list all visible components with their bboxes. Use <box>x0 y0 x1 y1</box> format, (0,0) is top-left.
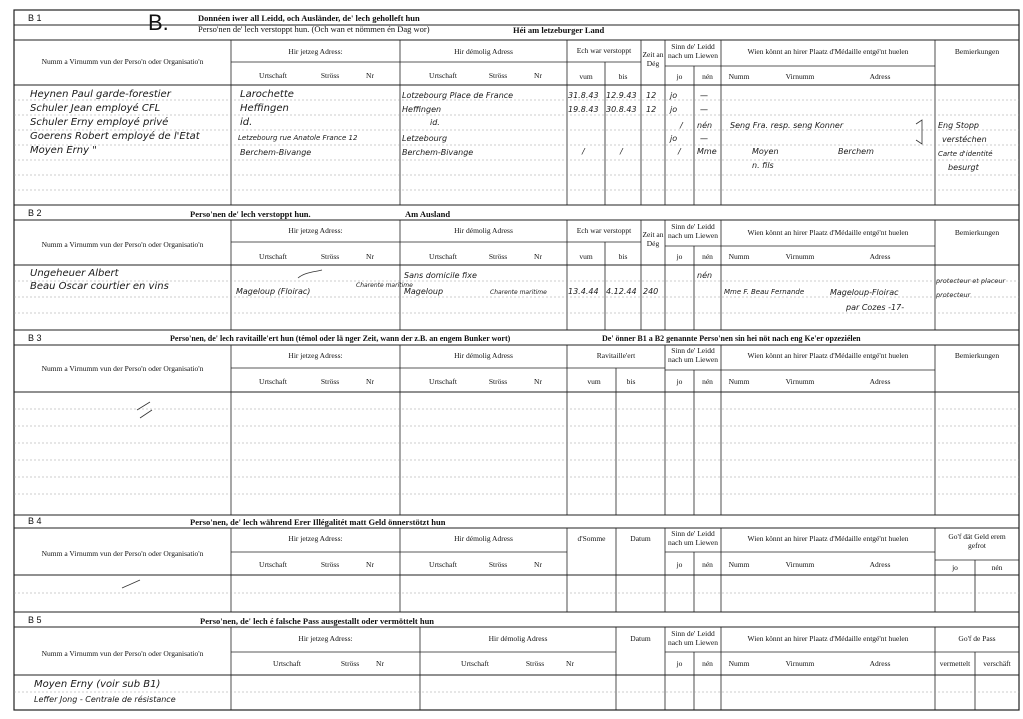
b2-col-name: Numm a Virnumm vun der Perso'n oder Organisatio'n <box>41 240 204 249</box>
b3-sub-urtschaft: Urtschaft <box>259 377 287 386</box>
b1-row2-zeit: 12 <box>646 105 657 114</box>
b3-sub-numm: Numm <box>728 377 750 386</box>
b1-col-hidden: Ech war verstoppt <box>576 46 632 55</box>
b1-sub-nen: nén <box>702 72 713 81</box>
b4-sub-nen: nén <box>702 560 713 569</box>
b2-sub-jo: jo <box>676 252 683 261</box>
b1-row1-vum: 31.8.43 <box>568 91 599 100</box>
b2-row1-former: Sans domicile fixe <box>404 271 477 280</box>
b3-sub-bis: bis <box>626 377 636 386</box>
section-code-b5: B 5 <box>28 615 42 625</box>
b1-sub-vum: vum <box>579 72 593 81</box>
b4-sub-nen-gelt: nén <box>991 563 1003 572</box>
b1-row4-nen: — <box>700 134 708 143</box>
b4-col-gelt: Go'f dät Geld erem gefrot <box>948 532 1006 550</box>
b2-row2-remark-2: protecteur <box>936 291 971 299</box>
b1-row2-jo: jo <box>670 105 678 114</box>
b3-sub-urtschaft-2: Urtschaft <box>429 377 457 386</box>
b2-sub-numm: Numm <box>728 252 750 261</box>
b4-sub-adress: Adress <box>869 560 891 569</box>
b1-col-current-address: Hir jetzeg Adress: <box>288 47 343 56</box>
b2-sub-adress: Adress <box>869 252 891 261</box>
b1-row5-medal-addr: Berchem <box>838 147 874 156</box>
b2-title-abroad: Am Ausland <box>405 209 451 219</box>
b3-col-former-address: Hir démolig Adress <box>454 351 513 360</box>
b5-sub-verschaft: verschäft <box>983 659 1011 668</box>
b5-col-name: Numm a Virnumm vun der Perso'n oder Organisatio'n <box>41 649 204 658</box>
b2-sub-nen: nén <box>702 252 713 261</box>
b5-col-datum: Datum <box>630 634 651 643</box>
b4-sub-virnumm: Virnumm <box>785 560 815 569</box>
b2-col-zeit: Zeit an Dég <box>642 230 664 248</box>
b1-row4-current: Letzebourg rue Anatole France 12 <box>238 134 358 142</box>
b1-sub-stross-2: Ströss <box>488 71 508 80</box>
section-code-b3: B 3 <box>28 333 42 343</box>
b2-col-alive: Sinn de' Leidd nach um Liewen <box>668 222 718 240</box>
b5-sub-numm: Numm <box>728 659 750 668</box>
b1-row4-jo: jo <box>670 134 678 143</box>
form-letter: B. <box>148 10 169 35</box>
b2-col-former-address: Hir démolig Adress <box>454 226 513 235</box>
b1-row3-jo: / <box>680 121 683 130</box>
b1-row3-name: Schuler Erny employé privé <box>30 117 169 128</box>
b2-row2-bis: 4.12.44 <box>606 287 637 296</box>
b1-row1-bis: 12.9.43 <box>606 91 637 100</box>
b2-sub-urtschaft-2: Urtschaft <box>429 252 457 261</box>
b5-col-alive: Sinn de' Leidd nach um Liewen <box>668 629 718 647</box>
b1-row1-current: Larochette <box>240 89 294 100</box>
b1-row2-current: Heffingen <box>240 103 289 114</box>
b3-col-name: Numm a Virnumm vun der Perso'n oder Organisatio'n <box>41 364 204 373</box>
b2-title: Perso'nen de' lech verstoppt hun. <box>190 209 311 219</box>
b1-sub-bis: bis <box>618 72 628 81</box>
b2-row2-former-b: Charente maritime <box>490 289 547 296</box>
b5-col-pass: Go'f de Pass <box>958 634 996 643</box>
b1-row1-name: Heynen Paul garde-forestier <box>30 89 171 100</box>
b1-remark-2: verstéchen <box>942 135 987 144</box>
b1-row4-former: Letzebourg <box>402 134 448 143</box>
b1-sub-numm: Numm <box>728 72 750 81</box>
b2-row2-vum: 13.4.44 <box>568 287 599 296</box>
b3-sub-stross-2: Ströss <box>488 377 508 386</box>
b1-sub-nr-2: Nr <box>534 71 542 80</box>
b2-sub-nr-2: Nr <box>534 252 542 261</box>
b5-sub-virnumm: Virnumm <box>785 659 815 668</box>
b3-sub-virnumm: Virnumm <box>785 377 815 386</box>
b5-col-current-address: Hir jetzeg Adress: <box>298 634 353 643</box>
b1-col-former-address: Hir démolig Adress <box>454 47 513 56</box>
b3-sub-nr: Nr <box>366 377 374 386</box>
b1-row2-nen: — <box>700 105 708 114</box>
b2-sub-stross-2: Ströss <box>488 252 508 261</box>
b4-col-somme: d'Somme <box>577 534 606 543</box>
b1-row5-nen: Mme <box>697 147 717 156</box>
b1-row5-medal-first: n. fils <box>752 161 774 170</box>
b1-col-name: Numm a Virnumm vun der Perso'n oder Organisatio'n <box>41 57 204 66</box>
b1-subtitle: Perso'nen de' lech verstoppt hun. (Och wan et nömmen én Dag wor) <box>198 24 430 34</box>
b2-row2-zeit: 240 <box>643 287 659 296</box>
b5-col-medal: Wien könnt an hirer Plaatz d'Médaille entgé'nt huelen <box>747 634 909 643</box>
b2-sub-bis: bis <box>618 252 628 261</box>
b3-col-current-address: Hir jetzeg Adress: <box>288 351 343 360</box>
b1-row3-former: id. <box>430 118 440 127</box>
b4-col-medal: Wien könnt an hirer Plaatz d'Médaille entgé'nt huelen <box>747 534 909 543</box>
b3-sub-vum: vum <box>587 377 601 386</box>
b3-title: Perso'nen, de' lech ravitaille'ert hun (témol oder lä nger Zeit, wann der z.B. an engem Bunker wort) <box>170 334 511 343</box>
b3-col-remarks: Bemierkungen <box>954 351 1000 360</box>
b5-sub-adress: Adress <box>869 659 891 668</box>
b3-sub-nr-2: Nr <box>534 377 542 386</box>
b1-row5-bis: / <box>620 147 623 156</box>
b1-row1-jo: jo <box>670 91 678 100</box>
b4-sub-nr-2: Nr <box>534 560 542 569</box>
b4-sub-urtschaft-2: Urtschaft <box>429 560 457 569</box>
b2-col-current-address: Hir jetzeg Adress: <box>288 226 343 235</box>
b4-title: Perso'nen, de' lech während Erer Illégalitét matt Geld önnerstötzt hun <box>190 517 446 527</box>
b1-row2-name: Schuler Jean employé CFL <box>30 103 161 114</box>
b4-sub-jo: jo <box>676 560 683 569</box>
b1-sub-virnumm: Virnumm <box>785 72 815 81</box>
b2-row2-medal-nom: Mme F. Beau Fernande <box>724 288 805 296</box>
b3-col-alive: Sinn de' Leidd nach um Liewen <box>668 346 718 364</box>
b5-title: Perso'nen, de' lech é falsche Pass ausgestallt oder vermöttelt hun <box>200 616 435 626</box>
b1-sub-jo: jo <box>676 72 683 81</box>
b1-row4-name: Goerens Robert employé de l'Etat <box>30 131 200 142</box>
b1-remark-3: Carte d'identité <box>938 150 993 158</box>
b1-row1-zeit: 12 <box>646 91 657 100</box>
b1-row3-medal: Seng Fra. resp. seng Konner <box>730 121 844 130</box>
b2-col-hidden: Ech war verstoppt <box>576 226 632 235</box>
b3-title-note: De' önner B1 a B2 genannte Perso'nen sin hei nöt nach eng Ke'er opzeziélen <box>602 334 861 343</box>
b4-sub-urtschaft: Urtschaft <box>259 560 287 569</box>
b1-row2-vum: 19.8.43 <box>568 105 599 114</box>
b1-subtitle-land: Héi am letzeburger Land <box>513 25 605 35</box>
b2-sub-vum: vum <box>579 252 593 261</box>
b1-row3-current: id. <box>240 117 253 128</box>
b1-row5-name: Moyen Erny " <box>30 145 97 156</box>
b5-sub-urtschaft: Urtschaft <box>273 659 301 668</box>
b1-row3-nen: nén <box>697 121 713 130</box>
b1-col-remarks: Bemierkungen <box>954 47 1000 56</box>
b1-col-zeit: Zeit an Dég <box>642 50 664 68</box>
b4-col-name: Numm a Virnumm vun der Perso'n oder Organisatio'n <box>41 549 204 558</box>
b3-sub-adress: Adress <box>869 377 891 386</box>
b2-row1-nen: nén <box>697 271 713 280</box>
b1-row1-former: Lotzebourg Place de France <box>402 91 514 100</box>
section-code-b4: B 4 <box>28 516 42 526</box>
b3-sub-nen: nén <box>702 377 713 386</box>
b2-row2-medal-addr2: par Cozes -17- <box>846 303 905 312</box>
b1-sub-nr: Nr <box>366 71 374 80</box>
b5-sub-urtschaft-2: Urtschaft <box>461 659 489 668</box>
b1-sub-stross: Ströss <box>320 71 340 80</box>
b1-remark-1: Eng Stopp <box>938 121 980 130</box>
b2-row2-current-b: Charente maritime <box>356 282 413 289</box>
b1-title: Donnéen iwer all Leidd, och Ausländer, de' lech geholleft hun <box>198 13 420 23</box>
b2-sub-stross: Ströss <box>320 252 340 261</box>
b1-row5-former: Berchem-Bivange <box>402 148 474 157</box>
b4-col-alive: Sinn de' Leidd nach um Liewen <box>668 529 718 547</box>
b2-row1-name: Ungeheuer Albert <box>30 268 119 279</box>
b4-sub-numm: Numm <box>728 560 750 569</box>
b5-sub-nr: Nr <box>376 659 384 668</box>
b1-sub-urtschaft: Urtschaft <box>259 71 287 80</box>
b4-sub-nr: Nr <box>366 560 374 569</box>
b1-row1-nen: — <box>700 91 708 100</box>
b3-col-medal: Wien könnt an hirer Plaatz d'Médaille entgé'nt huelen <box>747 351 909 360</box>
b1-row5-jo: / <box>678 147 681 156</box>
b2-sub-urtschaft: Urtschaft <box>259 252 287 261</box>
b1-sub-adress: Adress <box>869 72 891 81</box>
b3-sub-jo: jo <box>676 377 683 386</box>
b1-row5-vum: / <box>582 147 585 156</box>
b2-row2-remark: protecteur et placeur <box>936 277 1006 285</box>
b4-sub-stross-2: Ströss <box>488 560 508 569</box>
b5-row1-name: Moyen Erny (voir sub B1) <box>34 679 161 690</box>
b2-row2-medal-addr: Mageloup-Floirac <box>830 288 899 297</box>
b5-sub-nr-2: Nr <box>566 659 574 668</box>
b1-row5-medal-nom: Moyen <box>752 147 779 156</box>
b2-col-remarks: Bemierkungen <box>954 228 1000 237</box>
b2-sub-nr: Nr <box>366 252 374 261</box>
section-code-b2: B 2 <box>28 208 42 218</box>
b2-col-medal: Wien könnt an hirer Plaatz d'Médaille entgé'nt huelen <box>747 228 909 237</box>
b5-sub-nen: nén <box>702 659 713 668</box>
section-code-b1: B 1 <box>28 13 42 23</box>
b5-sub-vermettelt: vermettelt <box>939 659 971 668</box>
b5-col-former-address: Hir démolig Adress <box>488 634 548 643</box>
b3-sub-stross: Ströss <box>320 377 340 386</box>
b4-col-current-address: Hir jetzeg Adress: <box>288 534 343 543</box>
b3-col-ravit: Ravitaille'ert <box>596 351 636 360</box>
b1-remark-4: besurgt <box>948 163 979 172</box>
b1-col-medal: Wien könnt an hirer Plaatz d'Médaille entgé'nt huelen <box>747 47 909 56</box>
b1-row2-bis: 30.8.43 <box>606 105 637 114</box>
b2-row2-former: Mageloup <box>404 287 444 296</box>
b5-row1-name-b: Leffer Jong - Centrale de résistance <box>34 695 176 704</box>
b5-sub-jo: jo <box>676 659 683 668</box>
b1-sub-urtschaft-2: Urtschaft <box>429 71 457 80</box>
b1-col-alive: Sinn de' Leidd nach um Liewen <box>668 42 718 60</box>
b2-sub-virnumm: Virnumm <box>785 252 815 261</box>
b4-col-former-address: Hir démolig Adress <box>454 534 513 543</box>
b2-row2-current: Mageloup (Floirac) <box>236 287 311 296</box>
b1-row5-current: Berchem-Bivange <box>240 148 312 157</box>
b4-col-datum: Datum <box>630 534 651 543</box>
b5-sub-stross: Ströss <box>340 659 360 668</box>
b4-sub-stross: Ströss <box>320 560 340 569</box>
b1-row2-former: Heffingen <box>402 105 442 114</box>
b2-row2-name: Beau Oscar courtier en vins <box>30 281 169 292</box>
b5-sub-stross-2: Ströss <box>525 659 545 668</box>
b4-sub-jo-gelt: jo <box>952 563 958 572</box>
